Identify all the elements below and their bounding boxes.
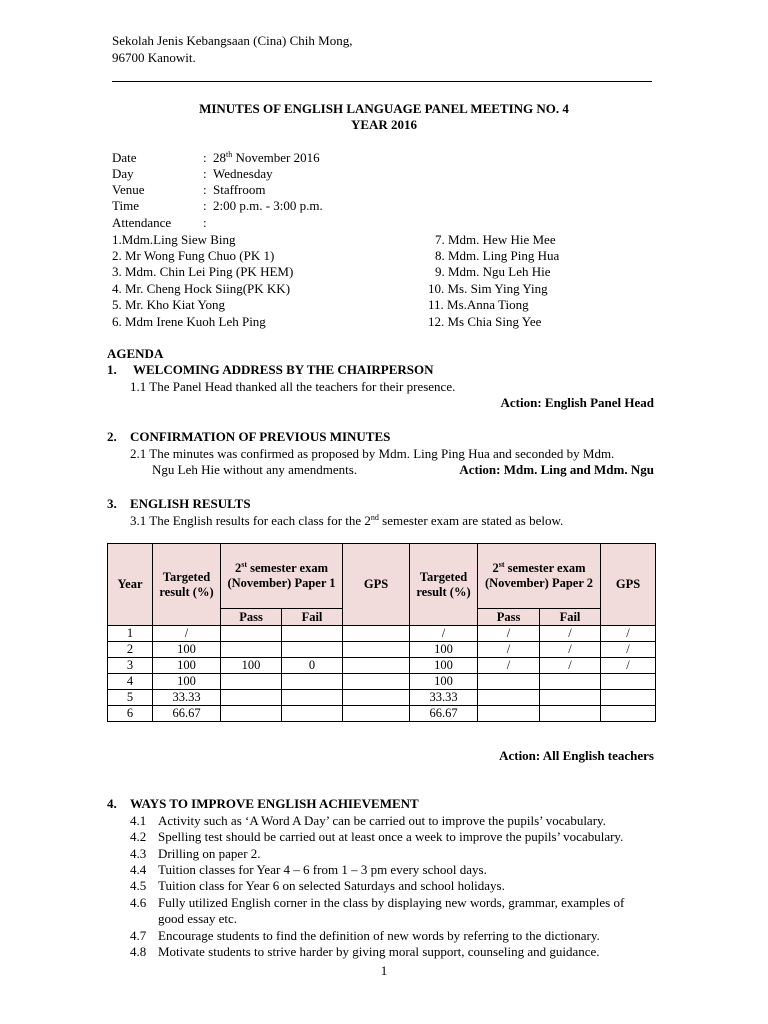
gps-header: GPS (343, 544, 410, 626)
gps-cell: / (601, 626, 656, 642)
targeted-header: Targeted result (%) (153, 544, 221, 626)
school-name: Sekolah Jenis Kebangsaan (Cina) Chih Mong, (112, 33, 353, 48)
fail-cell: / (540, 642, 601, 658)
table-row (108, 626, 656, 642)
year-cell: 5 (108, 690, 153, 706)
list-item: Encourage students to find the definition of new words by referring to the dictionary. (158, 928, 600, 943)
targeted-cell: 100 (153, 658, 221, 674)
fail-cell (282, 706, 343, 722)
gps-cell (343, 690, 410, 706)
targeted-header: Targeted result (%) (410, 544, 478, 626)
item-number: 4.4 (130, 862, 147, 877)
attendance-label: Attendance (112, 215, 172, 230)
attendee: 12. Ms Chia Sing Yee (428, 314, 542, 329)
section-number: 4. (107, 796, 117, 811)
section-item: 2.1 The minutes was confirmed as proposed by Mdm. Ling Ping Hua and seconded by Mdm. (130, 446, 615, 461)
section-number: 2. (107, 429, 117, 444)
attendee: 4. Mr. Cheng Hock Siing(PK KK) (112, 281, 291, 296)
item-number: 4.2 (130, 829, 147, 844)
list-item: Spelling test should be carried out at least once a week to improve the pupils’ vocabulary. (158, 829, 624, 844)
date-value: 28th November 2016 (213, 150, 320, 165)
targeted-cell: 33.33 (153, 690, 221, 706)
document-title: MINUTES OF ENGLISH LANGUAGE PANEL MEETING NO. 4 (199, 101, 569, 116)
section-number: 1. (107, 362, 117, 377)
fail-cell: / (540, 658, 601, 674)
item-number: 4.7 (130, 928, 147, 943)
gps-cell (601, 690, 656, 706)
day-label: Day (112, 166, 134, 181)
time-value: 2:00 p.m. - 3:00 p.m. (213, 198, 323, 213)
gps-cell (343, 626, 410, 642)
colon: : (203, 198, 207, 213)
pass-cell: 100 (221, 658, 282, 674)
table-row (108, 706, 656, 722)
fail-cell: 0 (282, 658, 343, 674)
attendee: 8. Mdm. Ling Ping Hua (435, 248, 560, 263)
item-number: 4.6 (130, 895, 147, 910)
year-cell: 4 (108, 674, 153, 690)
pass-cell (221, 642, 282, 658)
date-label: Date (112, 150, 137, 165)
pass-cell (478, 674, 540, 690)
list-item: Drilling on paper 2. (158, 846, 261, 861)
pass-cell (221, 626, 282, 642)
pass-cell: / (478, 642, 540, 658)
item-number: 4.3 (130, 846, 147, 861)
gps-cell (601, 706, 656, 722)
attendee: 9. Mdm. Ngu Leh Hie (435, 264, 551, 279)
list-item: Fully utilized English corner in the class by displaying new words, grammar, examples of (158, 895, 625, 910)
table-row (108, 674, 656, 690)
document-subtitle: YEAR 2016 (350, 117, 418, 132)
page-number: 1 (380, 963, 388, 978)
attendee: 2. Mr Wong Fung Chuo (PK 1) (112, 248, 275, 263)
venue-value: Staffroom (213, 182, 266, 197)
fail-cell (540, 674, 601, 690)
day-value: Wednesday (213, 166, 273, 181)
item-number: 4.8 (130, 944, 147, 959)
colon: : (203, 182, 207, 197)
gps-cell (343, 674, 410, 690)
targeted-cell: 100 (153, 674, 221, 690)
attendee: 11. Ms.Anna Tiong (428, 297, 529, 312)
results-table (107, 543, 656, 722)
pass-cell (221, 706, 282, 722)
year-cell: 2 (108, 642, 153, 658)
semester-paper2-header: 2st semester exam (November) Paper 2 (478, 544, 601, 609)
colon: : (203, 166, 207, 181)
attendee: 7. Mdm. Hew Hie Mee (435, 232, 556, 247)
gps-header: GPS (601, 544, 656, 626)
attendee: 10. Ms. Sim Ying Ying (428, 281, 548, 296)
section-heading: WAYS TO IMPROVE ENGLISH ACHIEVEMENT (130, 796, 419, 811)
gps-cell: / (601, 642, 656, 658)
gps-cell (343, 658, 410, 674)
agenda-heading: AGENDA (107, 346, 164, 361)
targeted-cell: 100 (410, 658, 478, 674)
section-item-continued: Ngu Leh Hie without any amendments. (152, 462, 358, 477)
pass-header: Pass (221, 609, 282, 626)
fail-cell (282, 690, 343, 706)
targeted-cell: 33.33 (410, 690, 478, 706)
pass-cell (478, 706, 540, 722)
gps-cell (343, 642, 410, 658)
fail-cell (282, 674, 343, 690)
targeted-cell: 66.67 (410, 706, 478, 722)
targeted-cell: / (153, 626, 221, 642)
colon: : (203, 150, 207, 165)
section-heading: CONFIRMATION OF PREVIOUS MINUTES (130, 429, 391, 444)
gps-cell: / (601, 658, 656, 674)
attendee: 6. Mdm Irene Kuoh Leh Ping (112, 314, 266, 329)
fail-cell (540, 706, 601, 722)
attendee: 1.Mdm.Ling Siew Bing (112, 232, 236, 247)
fail-header: Fail (282, 609, 343, 626)
targeted-cell: 100 (410, 674, 478, 690)
fail-cell (540, 690, 601, 706)
semester-paper1-header: 2st semester exam (November) Paper 1 (221, 544, 343, 609)
year-cell: 1 (108, 626, 153, 642)
colon: : (203, 215, 207, 230)
item-number: 4.5 (130, 878, 147, 893)
pass-cell (221, 674, 282, 690)
action-line: Action: Mdm. Ling and Mdm. Ngu (459, 462, 654, 477)
section-item: 3.1 The English results for each class for the 2nd semester exam are stated as below. (130, 513, 564, 528)
pass-cell (478, 690, 540, 706)
targeted-cell: 100 (153, 642, 221, 658)
pass-header: Pass (478, 609, 540, 626)
list-item: Motivate students to strive harder by giving moral support, counseling and guidance. (158, 944, 600, 959)
venue-label: Venue (112, 182, 145, 197)
year-cell: 3 (108, 658, 153, 674)
header-divider (112, 81, 652, 82)
pass-cell: / (478, 626, 540, 642)
attendee: 3. Mdm. Chin Lei Ping (PK HEM) (112, 264, 294, 279)
action-line: Action: English Panel Head (500, 395, 654, 410)
pass-cell: / (478, 658, 540, 674)
list-item: Tuition class for Year 6 on selected Saturdays and school holidays. (158, 878, 505, 893)
section-item: 1.1 The Panel Head thanked all the teachers for their presence. (130, 379, 456, 394)
time-label: Time (112, 198, 139, 213)
attendee: 5. Mr. Kho Kiat Yong (112, 297, 226, 312)
section-number: 3. (107, 496, 117, 511)
year-header: Year (108, 544, 153, 626)
list-item-continued: good essay etc. (158, 911, 238, 926)
fail-header: Fail (540, 609, 601, 626)
gps-cell (601, 674, 656, 690)
table-row (108, 690, 656, 706)
item-number: 4.1 (130, 813, 147, 828)
targeted-cell: 100 (410, 642, 478, 658)
targeted-cell: / (410, 626, 478, 642)
list-item: Tuition classes for Year 4 – 6 from 1 – 3 pm every school days. (158, 862, 487, 877)
table-row (108, 642, 656, 658)
section-heading: WELCOMING ADDRESS BY THE CHAIRPERSON (133, 362, 434, 377)
section-heading: ENGLISH RESULTS (130, 496, 251, 511)
year-cell: 6 (108, 706, 153, 722)
action-line: Action: All English teachers (499, 748, 654, 763)
fail-cell: / (540, 626, 601, 642)
fail-cell (282, 626, 343, 642)
targeted-cell: 66.67 (153, 706, 221, 722)
gps-cell (343, 706, 410, 722)
fail-cell (282, 642, 343, 658)
pass-cell (221, 690, 282, 706)
list-item: Activity such as ‘A Word A Day’ can be carried out to improve the pupils’ vocabulary. (158, 813, 606, 828)
table-row (108, 658, 656, 674)
school-address: 96700 Kanowit. (112, 50, 196, 65)
